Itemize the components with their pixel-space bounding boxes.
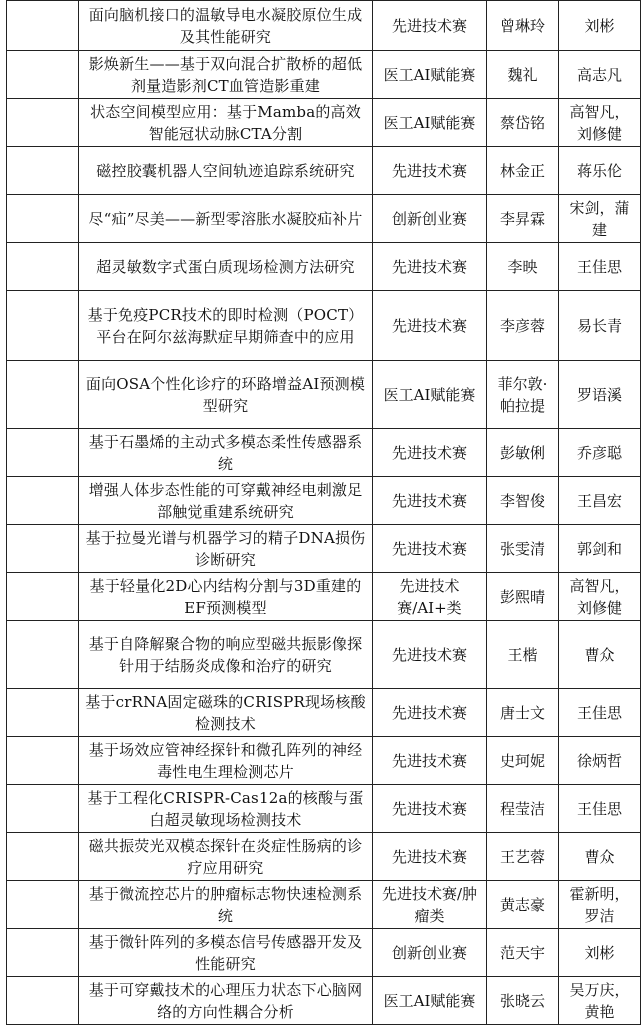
project-title-cell: 基于拉曼光谱与机器学习的精子DNA损伤诊断研究: [79, 525, 373, 573]
advisor-cell: 乔彦聪: [559, 429, 641, 477]
row-margin-cell: [7, 361, 79, 429]
student-cell: 王艺蓉: [487, 833, 559, 881]
row-margin-cell: [7, 477, 79, 525]
advisor-cell: 吴万庆，黄艳: [559, 977, 641, 1025]
student-cell: 王楷: [487, 621, 559, 689]
table-row: [7, 689, 641, 737]
row-margin-cell: [7, 689, 79, 737]
project-title-cell: 基于轻量化2D心内结构分割与3D重建的EF预测模型: [79, 573, 373, 621]
category-cell: 先进技术赛: [373, 737, 487, 785]
student-cell: 魏礼: [487, 51, 559, 99]
row-margin-cell: [7, 291, 79, 361]
category-cell: 先进技术赛: [373, 429, 487, 477]
advisor-cell: 曹众: [559, 833, 641, 881]
category-cell: 医工AI赋能赛: [373, 977, 487, 1025]
student-cell: 林金正: [487, 147, 559, 195]
student-cell: 黄志豪: [487, 881, 559, 929]
category-cell: 先进技术赛: [373, 477, 487, 525]
project-title-cell: 基于免疫PCR技术的即时检测（POCT）平台在阿尔兹海默症早期筛查中的应用: [79, 291, 373, 361]
category-cell: 医工AI赋能赛: [373, 99, 487, 147]
advisor-cell: 刘彬: [559, 929, 641, 977]
row-margin-cell: [7, 881, 79, 929]
category-cell: 先进技术赛: [373, 689, 487, 737]
project-title-cell: 磁控胶囊机器人空间轨迹追踪系统研究: [79, 147, 373, 195]
category-cell: 医工AI赋能赛: [373, 361, 487, 429]
student-cell: 唐士文: [487, 689, 559, 737]
project-title-cell: 基于crRNA固定磁珠的CRISPR现场核酸检测技术: [79, 689, 373, 737]
student-cell: 彭敏俐: [487, 429, 559, 477]
table-row: [7, 737, 641, 785]
category-cell: 创新创业赛: [373, 929, 487, 977]
student-cell: 程莹洁: [487, 785, 559, 833]
table-row: [7, 881, 641, 929]
category-cell: 先进技术赛: [373, 291, 487, 361]
category-cell: 先进技术赛: [373, 243, 487, 291]
category-cell: 创新创业赛: [373, 195, 487, 243]
row-margin-cell: [7, 833, 79, 881]
row-margin-cell: [7, 977, 79, 1025]
table-row: [7, 1, 641, 51]
table-row: [7, 51, 641, 99]
row-margin-cell: [7, 737, 79, 785]
project-title-cell: 磁共振荧光双模态探针在炎症性肠病的诊疗应用研究: [79, 833, 373, 881]
row-margin-cell: [7, 147, 79, 195]
advisor-cell: 刘彬: [559, 1, 641, 51]
project-title-cell: 基于工程化CRISPR-Cas12a的核酸与蛋白超灵敏现场检测技术: [79, 785, 373, 833]
row-margin-cell: [7, 621, 79, 689]
row-margin-cell: [7, 525, 79, 573]
student-cell: 范天宇: [487, 929, 559, 977]
advisor-cell: 王昌宏: [559, 477, 641, 525]
row-margin-cell: [7, 429, 79, 477]
project-title-cell: 面向OSA个性化诊疗的环路增益AI预测模型研究: [79, 361, 373, 429]
table-row: [7, 525, 641, 573]
project-title-cell: 基于自降解聚合物的响应型磁共振影像探针用于结肠炎成像和治疗的研究: [79, 621, 373, 689]
advisor-cell: 罗语溪: [559, 361, 641, 429]
category-cell: 先进技术赛: [373, 621, 487, 689]
category-cell: 先进技术赛/AI+类: [373, 573, 487, 621]
table-row: [7, 291, 641, 361]
student-cell: 张雯清: [487, 525, 559, 573]
advisor-cell: 徐炳哲: [559, 737, 641, 785]
row-margin-cell: [7, 785, 79, 833]
table-row: [7, 361, 641, 429]
advisor-cell: 王佳思: [559, 785, 641, 833]
table-row: [7, 573, 641, 621]
project-title-cell: 状态空间模型应用：基于Mamba的高效智能冠状动脉CTA分割: [79, 99, 373, 147]
row-margin-cell: [7, 51, 79, 99]
advisor-cell: 郭剑和: [559, 525, 641, 573]
student-cell: 李彦蓉: [487, 291, 559, 361]
row-margin-cell: [7, 1, 79, 51]
project-title-cell: 超灵敏数字式蛋白质现场检测方法研究: [79, 243, 373, 291]
table-row: [7, 621, 641, 689]
category-cell: 先进技术赛: [373, 147, 487, 195]
advisor-cell: 王佳思: [559, 243, 641, 291]
advisor-cell: 蒋乐伦: [559, 147, 641, 195]
student-cell: 蔡岱铭: [487, 99, 559, 147]
project-title-cell: 尽“疝”尽美——新型零溶胀水凝胶疝补片: [79, 195, 373, 243]
project-title-cell: 基于微流控芯片的肿瘤标志物快速检测系统: [79, 881, 373, 929]
project-title-cell: 基于可穿戴技术的心理压力状态下心脑网络的方向性耦合分析: [79, 977, 373, 1025]
row-margin-cell: [7, 99, 79, 147]
project-title-cell: 基于微针阵列的多模态信号传感器开发及性能研究: [79, 929, 373, 977]
table-row: [7, 977, 641, 1025]
student-cell: 曾琳玲: [487, 1, 559, 51]
advisor-cell: 易长青: [559, 291, 641, 361]
project-title-cell: 增强人体步态性能的可穿戴神经电刺激足部触觉重建系统研究: [79, 477, 373, 525]
advisor-cell: 高智凡，刘修健: [559, 573, 641, 621]
table-row: [7, 429, 641, 477]
table-row: [7, 147, 641, 195]
project-title-cell: 基于场效应管神经探针和微孔阵列的神经毒性电生理检测芯片: [79, 737, 373, 785]
advisor-cell: 曹众: [559, 621, 641, 689]
row-margin-cell: [7, 929, 79, 977]
advisor-cell: 高智凡，刘修健: [559, 99, 641, 147]
student-cell: 史珂妮: [487, 737, 559, 785]
project-title-cell: 影焕新生——基于双向混合扩散桥的超低剂量造影剂CT血管造影重建: [79, 51, 373, 99]
student-cell: 李昇霖: [487, 195, 559, 243]
advisor-cell: 王佳思: [559, 689, 641, 737]
student-cell: 李映: [487, 243, 559, 291]
table-row: [7, 99, 641, 147]
project-title-cell: 面向脑机接口的温敏导电水凝胶原位生成及其性能研究: [79, 1, 373, 51]
advisor-cell: 高志凡: [559, 51, 641, 99]
category-cell: 医工AI赋能赛: [373, 51, 487, 99]
category-cell: 先进技术赛: [373, 785, 487, 833]
project-table: [6, 0, 641, 1025]
student-cell: 彭熙晴: [487, 573, 559, 621]
table-row: [7, 195, 641, 243]
row-margin-cell: [7, 573, 79, 621]
table-row: [7, 929, 641, 977]
category-cell: 先进技术赛: [373, 833, 487, 881]
row-margin-cell: [7, 195, 79, 243]
advisor-cell: 宋剑，蒲建: [559, 195, 641, 243]
category-cell: 先进技术赛: [373, 525, 487, 573]
category-cell: 先进技术赛/肿瘤类: [373, 881, 487, 929]
student-cell: 菲尔敦·帕拉提: [487, 361, 559, 429]
table-row: [7, 833, 641, 881]
table-row: [7, 785, 641, 833]
student-cell: 李智俊: [487, 477, 559, 525]
table-row: [7, 243, 641, 291]
student-cell: 张晓云: [487, 977, 559, 1025]
row-margin-cell: [7, 243, 79, 291]
category-cell: 先进技术赛: [373, 1, 487, 51]
table-row: [7, 477, 641, 525]
advisor-cell: 霍新明，罗洁: [559, 881, 641, 929]
project-title-cell: 基于石墨烯的主动式多模态柔性传感器系统: [79, 429, 373, 477]
